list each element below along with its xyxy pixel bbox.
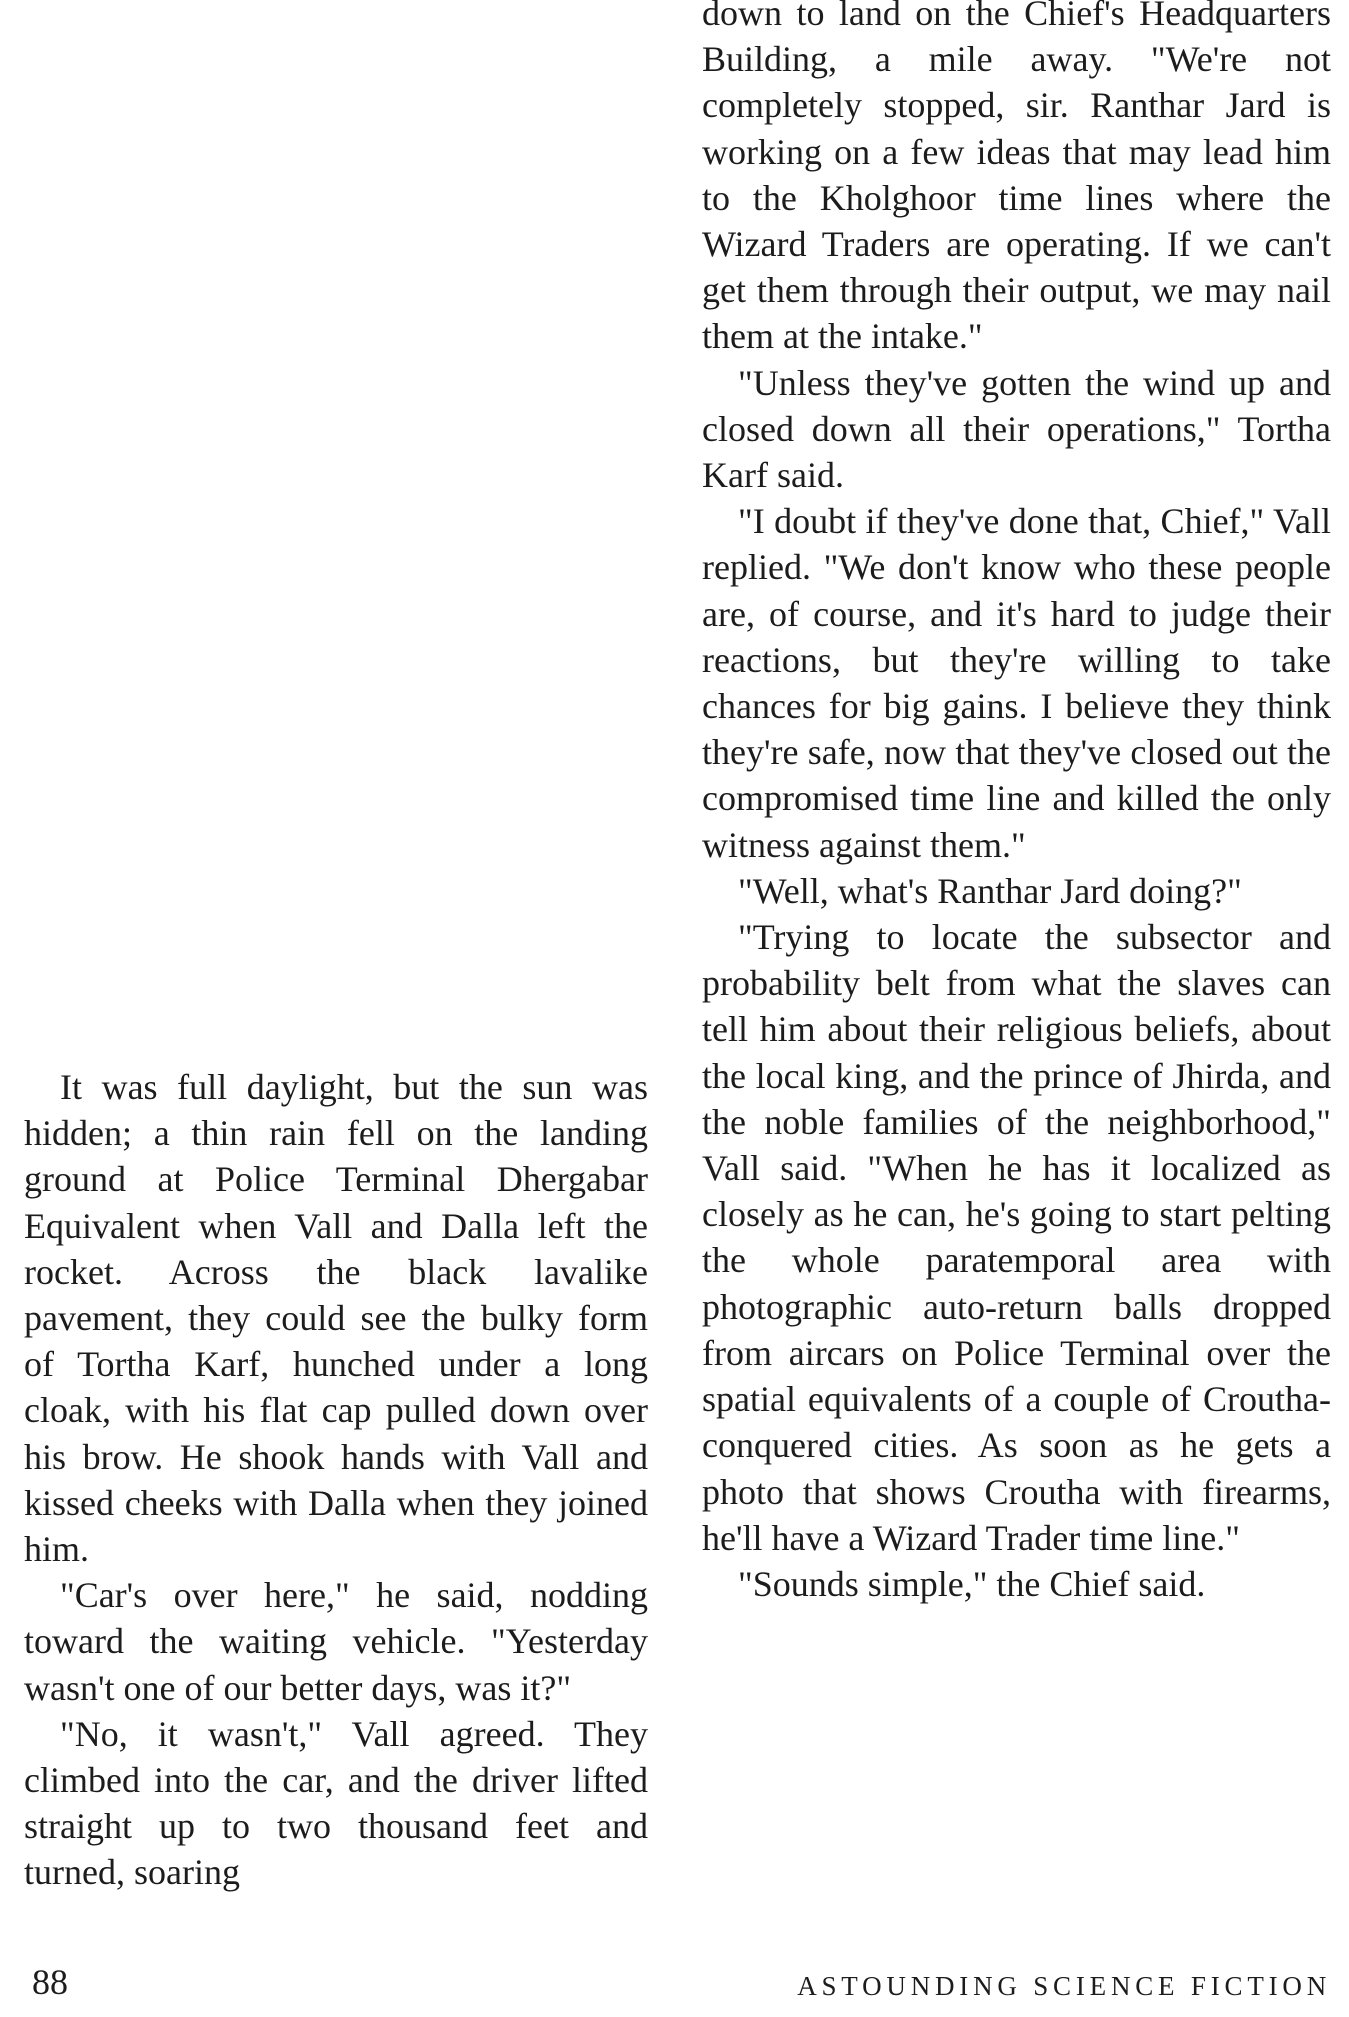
story-paragraph: It was full daylight, but the sun was hidden; a thin rain fell on the landing ground at Police Terminal Dhergabar Equivalent when Vall and Dalla left the rocket. Across the black lavalike pavement, they could see the bulky form of Tortha Karf, hunched under a long cloak, with his flat cap pulled down over his brow. He shook hands with Vall and kissed cheeks with Dalla when they joined him.	[24, 1067, 648, 1570]
story-paragraph: "Trying to locate the subsector and probability belt from what the slaves can tell him about their religious beliefs, about the local king, and the prince of Jhirda, and the noble families of the neighborhood," Vall said. "When he has it localized as closely as he can, he's going to start pelting the whole paratemporal area with photographic auto-return balls dropped from aircars on Police Terminal over the spatial equivalents of a couple of Croutha-conquered cities. As soon as he gets a photo that shows Croutha with firearms, he'll have a Wizard Trader time line."	[702, 917, 1331, 1558]
running-title: ASTOUNDING SCIENCE FICTION	[797, 1971, 1331, 2001]
story-paragraph: "Sounds simple," the Chief said.	[738, 1563, 1206, 1604]
left-text-column	[24, 1064, 648, 1896]
story-paragraph: "Car's over here," he said, nodding toward the waiting vehicle. "Yesterday wasn't one of our better days, was it?"	[24, 1575, 648, 1708]
story-paragraph-continuation: down to land on the Chief's Headquarters Building, a mile away. "We're not completely stopped, sir. Ranthar Jard is working on a few ideas that may lead him to the Kholghoor time lines where the Wizard Traders are operating. If we can't get them through their output, we may nail them at the intake."	[702, 0, 1331, 357]
story-paragraph: "I doubt if they've done that, Chief," Vall replied. "We don't know who these people are, of course, and it's hard to judge their reactions, but they're willing to take chances for big gains. I believe they think they're safe, now that they've closed out the compromised time line and killed the only witness against them."	[702, 501, 1331, 865]
page-number: 88	[32, 1962, 68, 2002]
story-paragraph: "Well, what's Ranthar Jard doing?"	[738, 870, 1242, 911]
right-text-column	[702, 0, 1331, 1607]
story-paragraph: "Unless they've gotten the wind up and closed down all their operations," Tortha Karf said.	[702, 362, 1331, 496]
story-paragraph: "No, it wasn't," Vall agreed. They climbed into the car, and the driver lifted straight up to two thousand feet and turned, soaring	[24, 1713, 648, 1893]
